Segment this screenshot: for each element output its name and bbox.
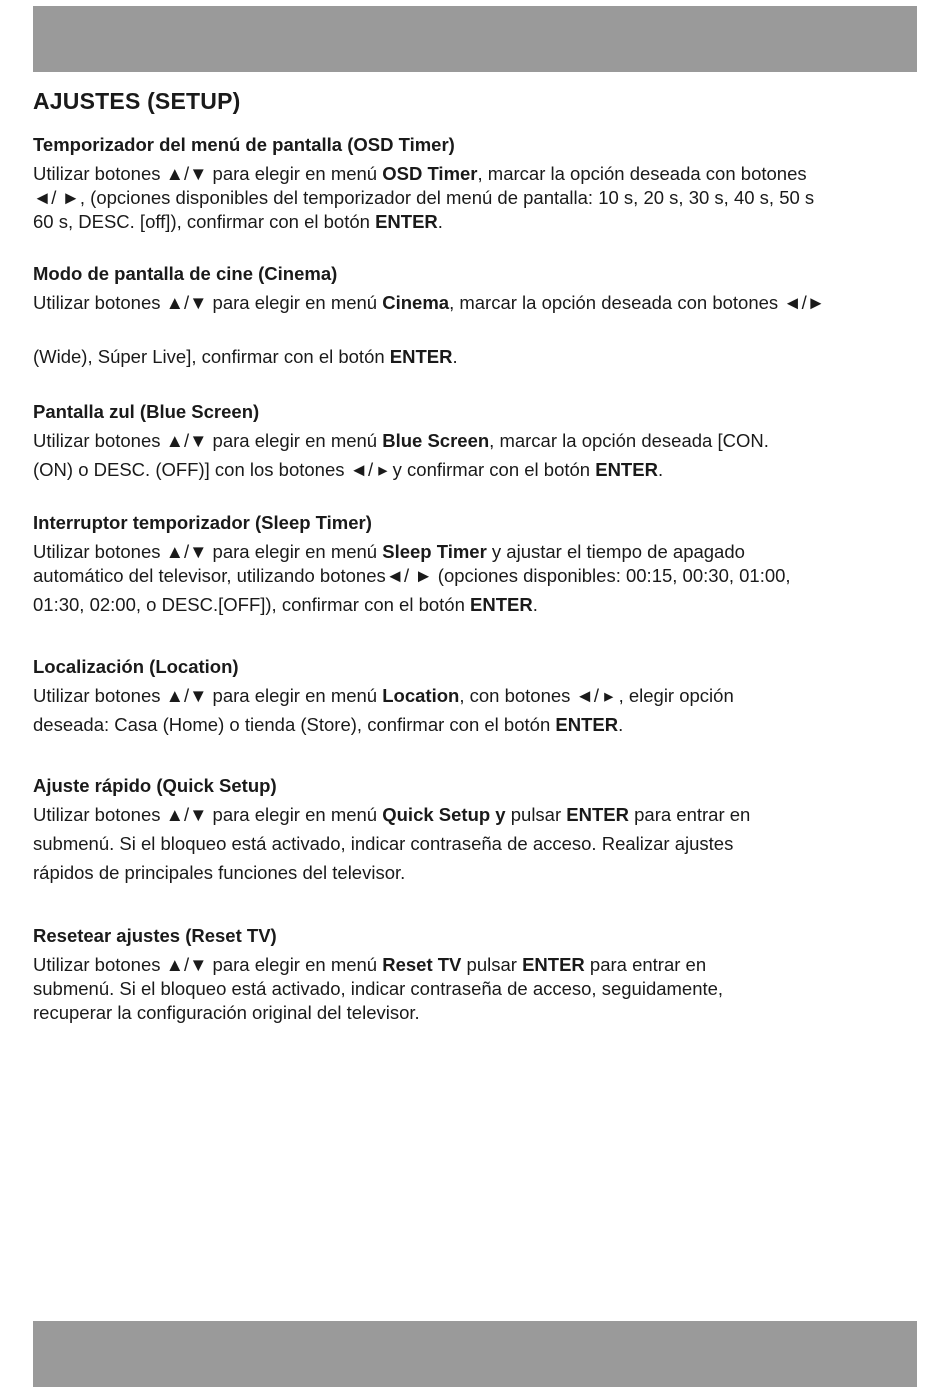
text-run: para entrar en [628, 804, 751, 825]
footer-band [33, 1321, 917, 1387]
text-run: Utilizar botones ▲/▼ para elegir en menú [33, 163, 383, 184]
text-run: (Wide), Súper Live], confirmar con el botón [33, 346, 390, 367]
enter-key-label: ENTER [595, 459, 658, 480]
text-run: 60 s, DESC. [off]), confirmar con el botón [33, 211, 376, 232]
header-band [33, 6, 917, 72]
enter-key-label: ENTER [566, 804, 629, 825]
menu-term: Reset TV [382, 954, 462, 975]
paragraph-line [33, 953, 923, 977]
section-heading: Modo de pantalla de cine (Cinema) [33, 263, 338, 284]
text-run: . [657, 459, 664, 480]
section-location [33, 655, 923, 737]
menu-term: Quick Setup y [382, 804, 506, 825]
enter-key-label: ENTER [389, 346, 453, 367]
page-title: AJUSTES (SETUP) [33, 88, 241, 114]
section-heading: Pantalla zul (Blue Screen) [33, 401, 260, 422]
text-run: , marcar la opción deseada con botones ◄/► [449, 292, 826, 313]
paragraph-line [33, 291, 923, 315]
section-sleep-timer [33, 511, 923, 617]
text-run: 01:30, 02:00, o DESC.[OFF]), confirmar con el botón [33, 594, 471, 615]
menu-term: Blue Screen [382, 430, 490, 451]
paragraph-line [33, 210, 923, 234]
paragraph-line [33, 684, 923, 708]
menu-term: Cinema [382, 292, 450, 313]
menu-term: Location [382, 685, 460, 706]
text-run: Utilizar botones ▲/▼ para elegir en menú [33, 541, 383, 562]
paragraph-line: automático del televisor, utilizando botones◄/ ► (opciones disponibles: 00:15, 00:30, 01:00, [33, 565, 791, 586]
section-heading: Localización (Location) [33, 656, 239, 677]
paragraph-line [33, 458, 923, 482]
text-run: Utilizar botones ▲/▼ para elegir en menú [33, 430, 383, 451]
text-run: pulsar [505, 804, 567, 825]
text-run: . [437, 211, 443, 232]
paragraph-line [33, 593, 923, 617]
text-run: (ON) o DESC. (OFF)] con los botones ◄/ ▸ y confirmar con el botón [33, 459, 596, 480]
text-run: para entrar en [584, 954, 707, 975]
text-run: Utilizar botones ▲/▼ para elegir en menú [33, 292, 383, 313]
text-run: y ajustar el tiempo de apagado [486, 541, 745, 562]
text-run: Utilizar botones ▲/▼ para elegir en menú [33, 685, 383, 706]
paragraph-line: submenú. Si el bloqueo está activado, indicar contraseña de acceso, seguidamente, [33, 978, 724, 999]
text-run: , con botones ◄/ ▸ , elegir opción [459, 685, 734, 706]
paragraph-line [33, 345, 923, 369]
enter-key-label: ENTER [555, 714, 619, 735]
section-heading: Ajuste rápido (Quick Setup) [33, 775, 277, 796]
paragraph-line: recuperar la configuración original del televisor. [33, 1002, 420, 1023]
section-reset-tv [33, 924, 923, 1025]
section-heading: Temporizador del menú de pantalla (OSD Timer) [33, 134, 455, 155]
section-heading: Interruptor temporizador (Sleep Timer) [33, 512, 372, 533]
paragraph-line [33, 429, 923, 453]
section-heading: Resetear ajustes (Reset TV) [33, 925, 277, 946]
paragraph-line [33, 803, 923, 827]
text-run: . [452, 346, 458, 367]
text-run: , marcar la opción deseada con botones [477, 163, 807, 184]
section-quick-setup [33, 774, 923, 885]
enter-key-label: ENTER [375, 211, 438, 232]
paragraph-line: ◄/ ►, (opciones disponibles del temporizador del menú de pantalla: 10 s, 20 s, 30 s, 40 s, 50 s [33, 187, 815, 208]
menu-term: OSD Timer [382, 163, 478, 184]
text-run: Utilizar botones ▲/▼ para elegir en menú [33, 804, 383, 825]
enter-key-label: ENTER [470, 594, 533, 615]
paragraph-line: rápidos de principales funciones del televisor. [33, 862, 406, 883]
section-cinema [33, 262, 923, 369]
menu-term: Sleep Timer [382, 541, 487, 562]
text-run: . [532, 594, 538, 615]
text-run: . [618, 714, 624, 735]
section-blue-screen [33, 400, 923, 482]
section-osd-timer [33, 133, 923, 234]
paragraph-line [33, 713, 923, 737]
paragraph-line [33, 162, 923, 186]
text-run: deseada: Casa (Home) o tienda (Store), confirmar con el botón [33, 714, 556, 735]
text-run: pulsar [461, 954, 523, 975]
paragraph-line: submenú. Si el bloqueo está activado, indicar contraseña de acceso. Realizar ajustes [33, 833, 734, 854]
text-run: Utilizar botones ▲/▼ para elegir en menú [33, 954, 383, 975]
text-run: , marcar la opción deseada [CON. [489, 430, 769, 451]
paragraph-line [33, 540, 923, 564]
enter-key-label: ENTER [522, 954, 585, 975]
